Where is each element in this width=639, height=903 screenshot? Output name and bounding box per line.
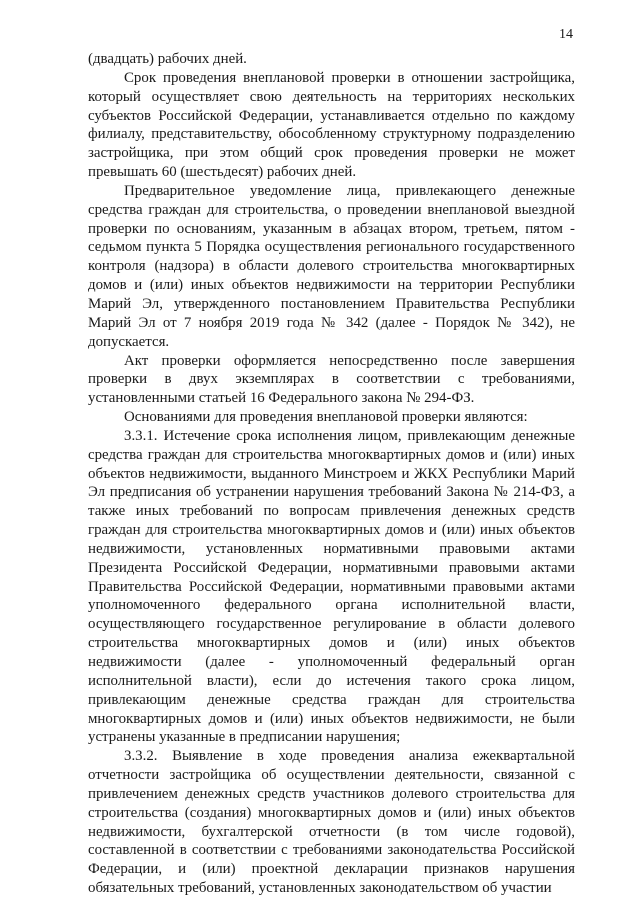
document-body	[88, 50, 575, 898]
paragraph-grounds-intro: Основаниями для проведения внеплановой проверки являются:	[124, 409, 528, 426]
paragraph-continuation: (двадцать) рабочих дней.	[88, 51, 247, 67]
paragraph-3-3-2: 3.3.2. Выявление в ходе проведения анализа ежеквартальной отчетности застройщика об осуществлении деятельности, связанной с привлечением денежных средств участников долевого строительства для строительства (создания) многоквартирных домов и (или) иных объектов недвижимости, бухгалтерской отчетности (в том числе годовой), составленной в соответствии с требованиями законодательства Российской Федерации, и (или) проектной декларации признаков нарушения обязательных требований, установленных законодательством об участии	[88, 748, 575, 897]
page-number: 14	[559, 27, 573, 42]
paragraph-3-3-1: 3.3.1. Истечение срока исполнения лицом, привлекающим денежные средства граждан для строительства многоквартирных домов и (или) иных объектов недвижимости, выданного Минстроем и ЖКХ Республики Марий Эл предписания об устранении нарушения требований Закона № 214-ФЗ, а также иных требований по вопросам привлечения денежных средств граждан для строительства многоквартирных домов и (или) иных объектов недвижимости, установленных нормативными правовыми актами Президента Российской Федерации, нормативными правовыми актами Правительства Российской Федерации, нормативными правовыми актами уполномоченного федерального органа исполнительной власти, осуществляющего государственное регулирование в области долевого строительства многоквартирных домов и (или) иных объектов недвижимости (далее - уполномоченный федеральный орган исполнительной власти), если до истечения такого срока лицом, привлекающим денежные средства граждан для строительства многоквартирных домов и (или) иных объектов недвижимости, не были устранены указанные в предписании нарушения;	[88, 427, 575, 746]
paragraph-prior-notice: Предварительное уведомление лица, привлекающего денежные средства граждан для строительства, о проведении внеплановой выездной проверки по основаниям, указанным в абзацах втором, третьем, пятом - седьмом пункта 5 Порядка осуществления регионального государственного контроля (надзора) в области долевого строительства многоквартирных домов и (или) иных объектов недвижимости на территории Республики Марий Эл, утвержденного постановлением Правительства Республики Марий Эл от 7 ноября 2019 года № 342 (далее - Порядок № 342), не допускается.	[88, 182, 575, 350]
paragraph-inspection-period: Срок проведения внеплановой проверки в отношении застройщика, который осуществляет свою деятельность на территориях нескольких субъектов Российской Федерации, устанавливается отдельно по каждому филиалу, представительству, обособленному структурному подразделению застройщика, при этом общий срок проведения проверки не может превышать 60 (шестьдесят) рабочих дней.	[88, 69, 575, 181]
paragraph-inspection-act: Акт проверки оформляется непосредственно после завершения проверки в двух экземплярах в соответствии с требованиями, установленными статьей 16 Федерального закона № 294-ФЗ.	[88, 352, 575, 407]
